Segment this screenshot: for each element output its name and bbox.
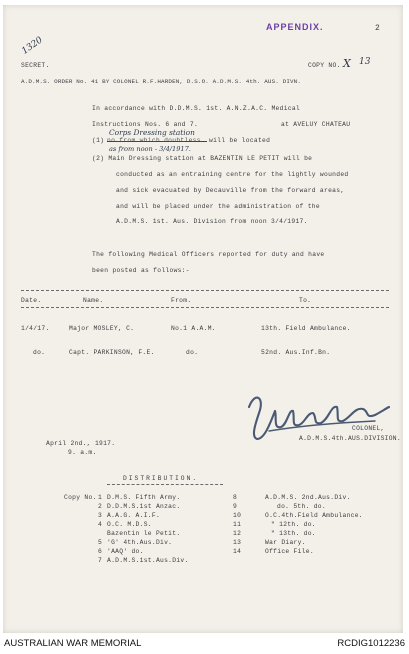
table-cell: 13th. Field Ambulance. (261, 325, 351, 332)
table-cell: No.1 A.A.M. (171, 325, 216, 332)
distribution-left-text: D.M.S. Fifth Army. (107, 494, 181, 501)
table-header-name: Name. (83, 297, 104, 304)
page-number: 2 (375, 24, 381, 33)
distribution-left-no: 2 (98, 503, 103, 510)
footer-record-id: RCDIG1012236 (337, 638, 405, 649)
distribution-left-no: 7 (98, 557, 103, 564)
body-line-7: and will be placed under the administration of the (116, 203, 320, 210)
table-header-date: Date. (21, 297, 42, 304)
body-line-2b: at AVELUY CHATEAU (281, 121, 351, 128)
table-cell: 52nd. Aus.Inf.Bn. (261, 349, 331, 356)
body-line-3-num: (1) (92, 137, 105, 144)
distribution-right-text: do. 5th. do. (277, 503, 326, 510)
handwritten-number: 1320 (20, 35, 45, 57)
body-line-5: conducted as an entraining centre for the lightly wounded (116, 171, 349, 178)
body-line-8: A.D.M.S. 1st. Aus. Division from noon 3/4/1917. (116, 218, 308, 225)
handwritten-insert-1: Corps Dressing station (109, 128, 195, 137)
distribution-right-text: " 13th. do. (271, 530, 316, 537)
distribution-left-no: 1 (98, 494, 103, 501)
distribution-left-text: 'AAQ' do. (107, 548, 144, 555)
distribution-left-no: 3 (98, 512, 103, 519)
table-header-to: To. (299, 297, 312, 304)
body-line-1: In accordance with D.D.M.S. 1st. A.N.Z.A.C. Medical (92, 105, 301, 112)
body-line-3-rest: will be located (209, 137, 271, 144)
distribution-left-text: A.A.G. A.I.F. (107, 512, 161, 519)
order-time: 9. a.m. (68, 449, 97, 456)
table-cell: do. (33, 349, 46, 356)
distribution-left-text: Bazentin le Petit. (107, 530, 181, 537)
distribution-left-no: 6 (98, 548, 103, 555)
table-cell: Major MOSLEY, C. (69, 325, 135, 332)
order-line: A.D.M.S. ORDER No. 41 BY COLONEL R.F.HARDEN, D.S.O. A.D.M.S. 4th. AUS. DIVN. (21, 78, 302, 85)
body-line-9: The following Medical Officers reported for duty and have (92, 251, 325, 258)
order-date: April 2nd., 1917. (46, 440, 116, 447)
distribution-right-text: O.C.4th.Field Ambulance. (265, 512, 363, 519)
distribution-left-text: D.D.M.S.1st Anzac. (107, 503, 181, 510)
signature-title: A.D.M.S.4th.AUS.DIVISION. (299, 435, 401, 442)
distribution-copy-label: Copy No. (64, 494, 97, 501)
distribution-left-text: A.D.M.S.1st.Aus.Div. (107, 557, 189, 564)
distribution-right-no: 12 (233, 530, 242, 537)
distribution-right-no: 8 (233, 494, 238, 501)
table-cell: Capt. PARKINSON, F.E. (69, 349, 155, 356)
distribution-left-no: 4 (98, 521, 103, 528)
distribution-left-text: O.C. M.D.S. (107, 521, 152, 528)
distribution-right-text: A.D.M.S. 2nd.Aus.Div. (265, 494, 351, 501)
table-rule-top (21, 290, 389, 291)
secret-label: SECRET. (21, 62, 50, 69)
body-line-2a: Instructions Nos. 6 and 7. (92, 121, 199, 128)
body-line-10: been posted as follows:- (92, 267, 190, 274)
distribution-right-no: 11 (233, 521, 242, 528)
distribution-right-no: 14 (233, 548, 242, 555)
body-line-6: and sick evacuated by Decauville from the forward areas, (116, 187, 345, 194)
copy-no-label: COPY NO. (308, 62, 341, 69)
strikethrough-line (107, 141, 207, 142)
distribution-heading: DISTRIBUTION. (123, 475, 199, 482)
copy-no-mark: X (343, 57, 351, 70)
table-rule-header (21, 307, 389, 308)
copy-no-handwritten: 13 (359, 57, 371, 67)
footer-institution: AUSTRALIAN WAR MEMORIAL (4, 638, 142, 649)
body-line-3-struck: no from which doubtless (107, 137, 201, 144)
distribution-right-text: Office File. (265, 548, 314, 555)
distribution-right-no: 9 (233, 503, 238, 510)
distribution-right-no: 10 (233, 512, 242, 519)
document-page (3, 5, 403, 633)
body-line-4: (2) Main Dressing station at BAZENTIN LE PETIT will be (92, 155, 313, 162)
handwritten-insert-2: as from noon - 3/4/1917. (109, 145, 191, 153)
distribution-left-no: 5 (98, 539, 103, 546)
archive-footer (0, 633, 409, 654)
signature-rank: COLONEL, (352, 425, 385, 432)
distribution-right-text: " 12th. do. (271, 521, 316, 528)
distribution-left-text: 'G' 4th.Aus.Div. (107, 539, 173, 546)
distribution-right-text: War Diary. (265, 539, 306, 546)
appendix-stamp: APPENDIX. (266, 22, 324, 32)
table-cell: 1/4/17. (21, 325, 50, 332)
distribution-underline (107, 484, 223, 485)
table-header-from: From. (171, 297, 192, 304)
distribution-right-no: 13 (233, 539, 242, 546)
table-cell: do. (186, 349, 199, 356)
